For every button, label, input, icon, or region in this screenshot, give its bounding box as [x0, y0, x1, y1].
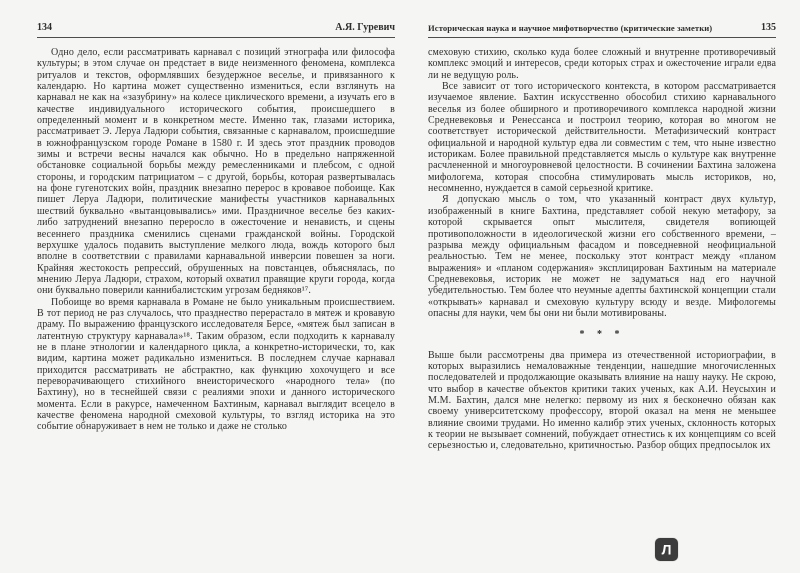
labirint-logo [655, 538, 678, 561]
page-right [428, 22, 776, 452]
left-paragraph-1: Одно дело, если рассматривать карнавал с позиций этнографа или философа культуры; в этом случае он предстает в виде неизменного феномена, комплекса ритуалов и текстов, оформлявших безудержное веселье, и привязанного к календарю. Но картина может существенно измениться, если взглянуть на карнавал не как на «зазубрину» на колесе циклического времени, а изучать его в качестве индивидуального исторического события, происшедшего в определенный момент и в конкретном месте. Именно так, глазами историка, рассматривает Э. Леруа Ладюри события, связанные с карнавалом, происшедшие в южнофранцузском городе Романе в 1580 г. И здесь этот праздник проводов зимы и встречи весны начался как обычно. Но в предельно напряженной обстановке социальной борьбы между ремесленниками и плебсом, с одной стороны, и городским патрициатом – с другой, борьбы, которая развертывалась на фоне гугенотских войн, праздник внезапно перерос в кровавое побоище. Как пишет Леруа Ладюри, политические манифесты участников карнавальных шествий буквально «вытанцовывались» ими. Праздничное веселье без каких-либо затруднений внезапно переросло в ожесточение и ненависть, и сцены весеннего праздника сменились сценами гражданской войны. Городской верхушке удалось подавить выступление мелкого люда, вождь которого был вполне в соответствии с правилами карнавальной инверсии повешен за ноги. Крайняя жестокость репрессий, обрушенных на повстанцев, объяснялась, по мнению Леруа Ладюри, страхом, который охватил правящие круги города, когда они буквально поверили каннибалистским угрозам бедняков¹⁷. [37, 47, 395, 297]
section-separator: * * * [579, 329, 625, 341]
page-left-running-header [37, 22, 395, 38]
left-paragraph-2: Побоище во время карнавала в Романе не было уникальным происшествием. В тот период не раз случалось, что празднество перерастало в мятеж и кровавую драму. По выражению французского исследователя Берсе, «мятеж был записан в латентную структуру карнавала»¹⁸. Таким образом, если подходить к карнавалу не в плане этнологии и календарного цикла, а конкретно-исторически, то, как видим, картина может радикально измениться. В последнем случае карнавал приходится рассматривать не абстрактно, как функцию хохочущего и все переворачивающего стихийного внеисторического «народного тела» (по Бахтину), но в теснейшей связи с реалиями эпохи и данного исторического момента. Если в ракурсе, намеченном Бахтиным, карнавал выглядит всецело в качестве феномена народной смеховой культуры, то взгляд историка на это событие обнаруживает в нем не только и даже не столько [37, 296, 395, 433]
labirint-logo-letter: Л [661, 541, 672, 557]
page-left-body [37, 47, 395, 433]
page-right-body [428, 47, 776, 452]
page-number-left: 134 [37, 22, 52, 33]
running-head-chapter-title: Историческая наука и научное мифотворчество (критические заметки) [428, 23, 713, 33]
page-left [37, 22, 395, 433]
running-head-author: А.Я. Гуревич [335, 22, 395, 33]
right-paragraph-4: Выше были рассмотрены два примера из отечественной историографии, в которых выразились немаловажные тенденции, нашедшие многочисленных последователей и продолжающие оказывать влияние на нашу науку. Не скрою, что выбор в качестве объектов критики таких ученых, как А.И. Неусыхин и М.М. Бахтин, дался мне нелегко: первому из них я бесконечно обязан как своему университетскому профессору, второй оказал на меня не меньшее влияние своими трудами. Но именно калибр этих ученых, склонность которых к теории не вызывает сомнений, побуждает отнестись к их концепциям со всей серьезностью и, следовательно, критичностью. Разбор общих предпосылок их [428, 349, 776, 452]
right-paragraph-2: Все зависит от того исторического контекста, в котором рассматривается изучаемое явление. Бахтин искусственно обособил стихию карнавального веселья из более обширного и противоречивого комплекса народной жизни Средневековья и Ренессанса и построил теорию, которая во многом не соответствует исторической действительности. Метафизический контраст официальной и народной культур едва ли совместим с тем, что ныне известно историкам. Более правильной представляется мысль о культуре как внутренне расчлененной и многоуровневой целостности. В сочинении Бахтина заложена мифологема, которая способна стимулировать мысль историков, но, несомненно, нуждается в самой серьезной критике. [428, 81, 776, 195]
right-paragraph-1: смеховую стихию, сколько куда более сложный и внутренне противоречивый комплекс эмоций и интересов, среди которых страх и ожесточение играли едва ли не ведущую роль. [428, 47, 776, 81]
page-number-right: 135 [761, 22, 776, 33]
page-right-running-header [428, 22, 776, 38]
right-paragraph-3: Я допускаю мысль о том, что указанный контраст двух культур, изображенный в книге Бахтина, представляет собой некую метафору, за которой скрывается опыт мыслителя, свидетеля вопиющей противоположности в идеологической жизни его собственного времени, – разрыва между официальным фасадом и повседневной неофициальной реальностью. Тем не менее, поскольку этот контраст между «планом выражения» и «планом содержания» эксплицирован Бахтиным на материале Средневековья, историк не может не задуматься над его научной убедительностью. Тем более что неумные адепты бахтинской концепции стали «открывать» карнавал и смеховую культуру всюду и везде. Мифологемы опасны для науки, чем бы они ни были мотивированы. [428, 194, 776, 319]
